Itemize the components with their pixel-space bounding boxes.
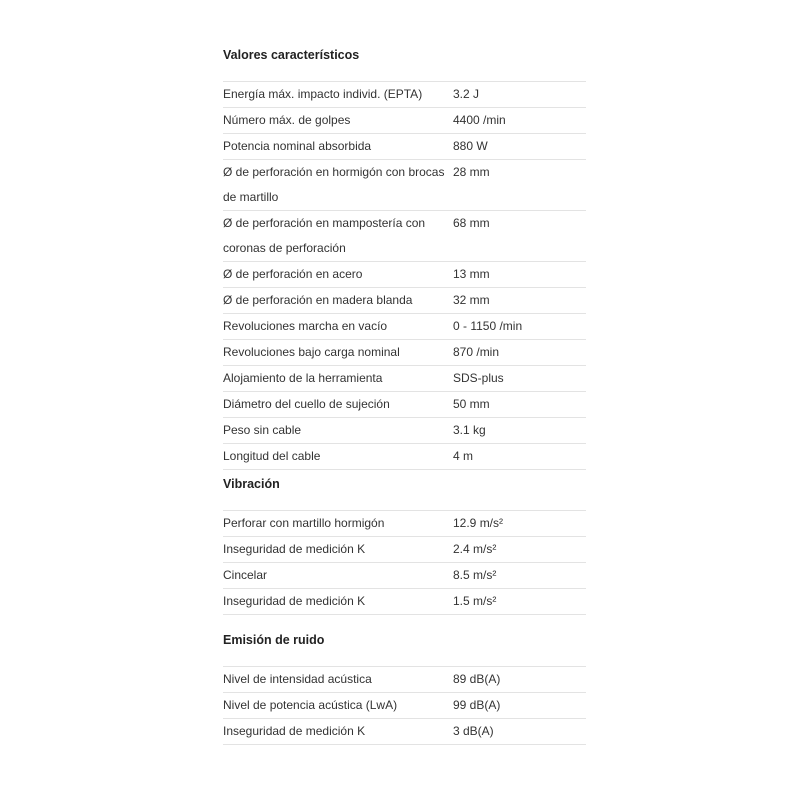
section-emision-de-ruido (223, 632, 586, 745)
spec-label: Revoluciones marcha en vacío (223, 314, 453, 340)
spec-value: 4400 /min (453, 108, 586, 134)
table-row (223, 366, 586, 392)
table-row (223, 340, 586, 366)
section-title: Valores característicos (223, 48, 360, 62)
spec-value: 2.4 m/s² (453, 537, 586, 563)
spec-label: Inseguridad de medición K (223, 589, 453, 615)
spec-value: 32 mm (453, 288, 586, 314)
section-valores-caracteristicos (223, 47, 586, 470)
table-row (223, 719, 586, 745)
spec-value: 880 W (453, 134, 586, 160)
table-row (223, 511, 586, 537)
spec-value: 8.5 m/s² (453, 563, 586, 589)
spec-value: 12.9 m/s² (453, 511, 586, 537)
table-row (223, 392, 586, 418)
spec-label: Ø de perforación en acero (223, 262, 453, 288)
spec-label: Perforar con martillo hormigón (223, 511, 453, 537)
table-row (223, 288, 586, 314)
spec-table (223, 510, 586, 615)
spec-value: 28 mm (453, 160, 586, 211)
spec-label: Longitud del cable (223, 444, 453, 470)
spec-label: Energía máx. impacto individ. (EPTA) (223, 82, 453, 108)
spec-label: Número máx. de golpes (223, 108, 453, 134)
section-vibracion (223, 476, 586, 615)
spec-table (223, 81, 586, 470)
spec-label: Ø de perforación en mampostería con coronas de perforación (223, 211, 453, 262)
spec-value: 89 dB(A) (453, 667, 586, 693)
spec-label: Diámetro del cuello de sujeción (223, 392, 453, 418)
spec-value: 3 dB(A) (453, 719, 586, 745)
spec-label: Inseguridad de medición K (223, 537, 453, 563)
table-row (223, 82, 586, 108)
spec-label: Revoluciones bajo carga nominal (223, 340, 453, 366)
table-row (223, 537, 586, 563)
spec-value: 68 mm (453, 211, 586, 262)
spec-value: 3.1 kg (453, 418, 586, 444)
spec-value: 3.2 J (453, 82, 586, 108)
table-row (223, 160, 586, 211)
table-row (223, 134, 586, 160)
spec-label: Nivel de intensidad acústica (223, 667, 453, 693)
spec-value: 50 mm (453, 392, 586, 418)
spec-label: Nivel de potencia acústica (LwA) (223, 693, 453, 719)
spec-value: 13 mm (453, 262, 586, 288)
table-row (223, 563, 586, 589)
spec-value: SDS-plus (453, 366, 586, 392)
spec-label: Inseguridad de medición K (223, 719, 453, 745)
spec-value: 870 /min (453, 340, 586, 366)
spec-label: Cincelar (223, 563, 453, 589)
section-title: Vibración (223, 477, 280, 491)
table-row (223, 262, 586, 288)
spec-label: Potencia nominal absorbida (223, 134, 453, 160)
spec-label: Alojamiento de la herramienta (223, 366, 453, 392)
spec-value: 1.5 m/s² (453, 589, 586, 615)
table-row (223, 693, 586, 719)
spec-label: Peso sin cable (223, 418, 453, 444)
table-row (223, 418, 586, 444)
table-row (223, 108, 586, 134)
section-title: Emisión de ruido (223, 633, 325, 647)
table-row (223, 314, 586, 340)
spec-label: Ø de perforación en madera blanda (223, 288, 453, 314)
spec-value: 4 m (453, 444, 586, 470)
table-row (223, 589, 586, 615)
spec-value: 0 - 1150 /min (453, 314, 586, 340)
table-row (223, 444, 586, 470)
spec-label: Ø de perforación en hormigón con brocas de martillo (223, 160, 453, 211)
spec-value: 99 dB(A) (453, 693, 586, 719)
table-row (223, 667, 586, 693)
spec-table (223, 666, 586, 745)
table-row (223, 211, 586, 262)
